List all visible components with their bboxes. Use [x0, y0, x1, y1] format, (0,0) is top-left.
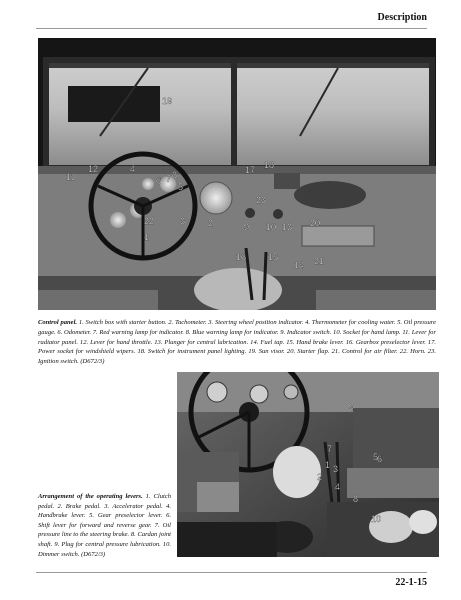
control-panel-callout-19: 19 [162, 96, 173, 106]
control-panel-callout-13: 13 [282, 222, 293, 232]
operating-levers-photo [177, 372, 439, 557]
control-panel-callout-22: 22 [144, 216, 155, 226]
operating-levers-callout-8: 8 [353, 494, 359, 504]
operating-levers-caption [38, 492, 171, 559]
control-panel-callout-16: 16 [236, 252, 247, 262]
control-panel-callout-21: 21 [314, 256, 325, 266]
control-panel-callout-8: 8 [172, 170, 178, 180]
control-panel-callout-11: 11 [66, 172, 76, 182]
footer-rule [36, 572, 427, 573]
control-panel-callout-6: 6 [156, 176, 162, 186]
control-panel-caption-body: 1. Switch box with starter button. 2. Tachometer. 3. Steering wheel position indicator. 4. Thermometer for cooling water. 5. Oil pressure gauge. 6. Odometer. 7. Red warning lamp for indicator. 8. Blue warning lamp for indicator. 9. Indicator switch. 10. Socket for hand lamp. 11. Lever for radiator panel. 12. Lever for hand throttle. 13. Plunger for central lubrication. 14. Fuel tap. 15. Hand brake lever. 16. Gearbox preselector lever. 17. Power socket for windshield wipers. 18. Switch for instrument panel lighting. 19. Sun visor. 20. Starter flap. 21. Control for air filter. 22. Horn. 23. Ignition switch. (D672/3) [38, 319, 436, 366]
control-panel-callout-17: 17 [245, 165, 256, 175]
control-panel-callout-9: 9 [244, 222, 250, 232]
section-title: Description [377, 12, 427, 23]
control-panel-callout-20: 20 [310, 218, 321, 228]
operating-levers-callout-7: 7 [327, 444, 333, 454]
operating-levers-callout-6: 6 [377, 454, 383, 464]
control-panel-callout-14: 14 [294, 260, 305, 270]
control-panel-callout-5: 5 [178, 182, 184, 192]
operating-levers-callout-3: 3 [333, 464, 339, 474]
control-panel-callout-12: 12 [88, 164, 99, 174]
control-panel-callout-15: 15 [268, 252, 279, 262]
operating-levers-callout-1: 1 [325, 460, 331, 470]
control-panel-caption [38, 318, 436, 367]
operating-levers-callout-10: 10 [371, 514, 382, 524]
operating-levers-callout-2: 2 [317, 472, 323, 482]
control-panel-callout-3: 3 [180, 216, 186, 226]
page-number: 22-1-15 [395, 577, 427, 588]
control-panel-callout-23: 23 [256, 195, 267, 205]
header-rule [36, 28, 427, 29]
control-panel-photo [38, 38, 436, 310]
control-panel-callout-1: 1 [144, 232, 150, 242]
control-panel-callout-2: 2 [208, 218, 214, 228]
operating-levers-callout-9: 9 [349, 402, 355, 412]
control-panel-callout-7: 7 [166, 174, 172, 184]
control-panel-callout-18: 18 [264, 160, 275, 170]
control-panel-callout-10: 10 [266, 222, 277, 232]
control-panel-callout-4: 4 [130, 164, 136, 174]
page-header [36, 12, 427, 26]
operating-levers-callout-4: 4 [335, 482, 341, 492]
operating-levers-callout-5: 5 [373, 452, 379, 462]
control-panel-caption-title: Control panel. [38, 319, 78, 326]
operating-levers-caption-title: Arrangement of the operating levers. [38, 493, 143, 500]
operating-levers-caption-body: 1. Clutch pedal. 2. Brake pedal. 3. Accelerator pedal. 4. Handbrake lever. 5. Gear preselector lever. 6. Shift lever for forward and reverse gear. 7. Oil pressure line to the steering brake. 8. Cardan joint shaft. 9. Plug for central pressure lubrication. 10. Dimmer switch. (D672/3) [38, 493, 171, 558]
